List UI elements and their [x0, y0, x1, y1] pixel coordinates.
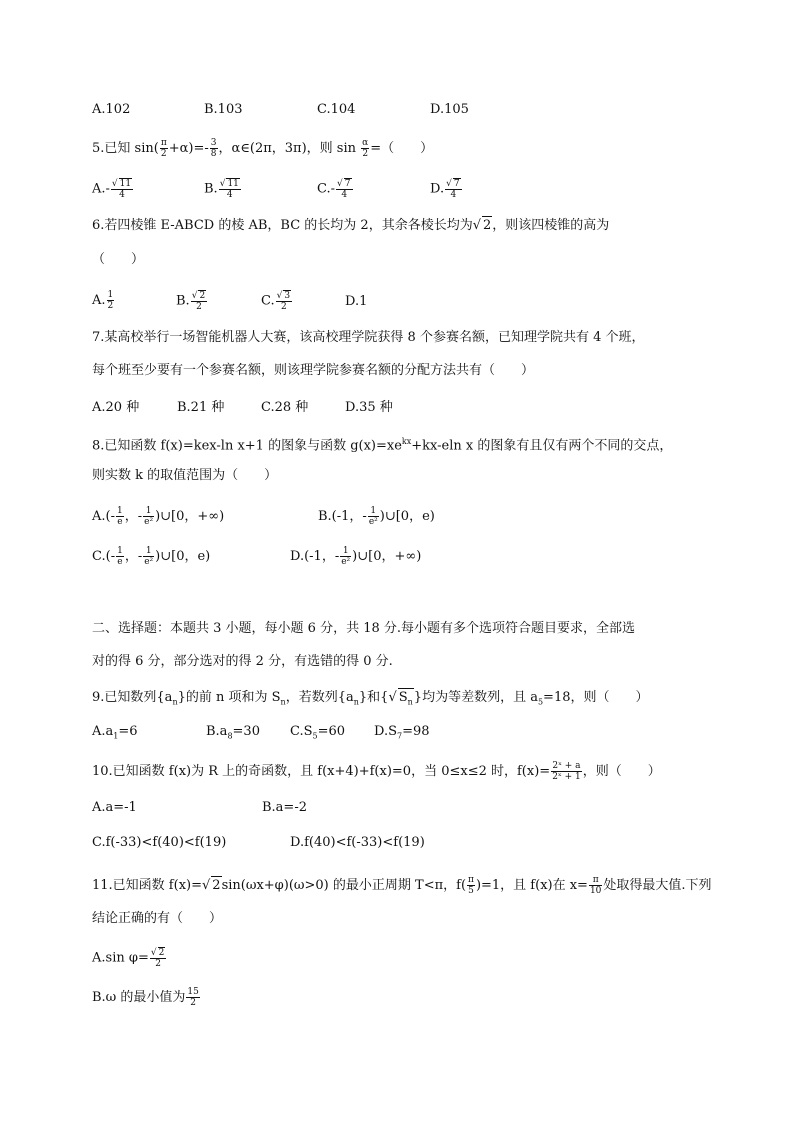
q5-choice-c: C.- $\frac{√ 7}{4}$ [317, 179, 351, 200]
q11-stem-line1: 11.已知函数 f(x)=√ 2sin(ωx+φ)(ω>0) 的最小正周期 T<π，f( $\frac{\pi}{5}$ )=1，且 f(x)在 x= $\frac{\pi}{10}$ 处取得最大值.下列 [92, 875, 712, 896]
q8-choice-b: B.(-1，- $\frac{1}{\text{e²}}$ )∪[0，e) [318, 506, 435, 527]
q6-choice-d: D.1 [345, 294, 368, 309]
q11-choice-b: B.ω 的最小值为 $\frac{15}{2}$ [92, 987, 199, 1008]
q11-stem-line2: 结论正确的有（ ） [92, 911, 223, 926]
q4-choice-c: C.104 [317, 102, 356, 117]
q9-choice-b: $B.a_8=30$ [206, 724, 260, 741]
q6-stem-line2: （ ） [92, 252, 145, 267]
q7-choice-c: C.28 种 [261, 400, 309, 415]
q7-stem-line2: 每个班至少要有一个参赛名额，则该理学院参赛名额的分配方法共有（ ） [92, 363, 535, 378]
pi-over-2-fraction: $\frac{\pi}{2}$ [160, 138, 167, 159]
q5-choice-d: D. $\frac{√ 7}{4}$ [430, 179, 460, 200]
q7-choice-d: D.35 种 [345, 400, 393, 415]
q8-choice-c: C.(- $\frac{1}{e}$ ，- $\frac{1}{\text{e²}}$ )∪[0，e) [92, 546, 211, 567]
q7-choice-b: B.21 种 [177, 400, 225, 415]
alpha-half-fraction: $\frac{\alpha}{2}$ [362, 138, 369, 159]
q8-stem-line2: 则实数 k 的取值范围为（ ） [92, 468, 278, 483]
q7-choice-a: A.20 种 [92, 400, 140, 415]
q10-stem: 10.已知函数 f(x)为 R 上的奇函数，且 f(x+4)+f(x)=0，当 0≤x≤2 时，f(x)= $\frac{\text{2ˣ + a}}{\text{2ˣ + 1}}$ ，则（ ） [92, 761, 661, 782]
q4-choice-d: D.105 [430, 102, 469, 117]
q7-stem-line1: 7.某高校举行一场智能机器人大赛，该高校理学院获得 8 个参赛名额，已知理学院共有 4 个班， [92, 330, 645, 345]
three-eighths-fraction: $\frac{3}{8}$ [210, 138, 217, 159]
q10-choice-a: A.a=-1 [92, 800, 137, 815]
q9-stem: 9.已知数列$\{a_n\}$的前 n 项和为 $S_n$，若数列$\{a_n\}$和{√ $S_n$}均为等差数列，且 $a_5=18$，则（ ） [92, 688, 648, 712]
q8-choice-d: D.(-1，- $\frac{1}{\text{e²}}$ )∪[0，+∞) [290, 546, 422, 567]
q9-choice-c: $C.S_5=60$ [290, 724, 346, 741]
q9-choice-d: $D.S_7=98$ [374, 724, 430, 741]
q8-stem-line1: 8.已知函数 f(x)=kex-ln x+1 的图象与函数 $g(x)=xe^{kx}+kx$-eln x 的图象有且仅有两个不同的交点， [92, 437, 673, 454]
q4-choice-b: B.103 [204, 102, 243, 117]
q10-choice-c: C.f(-33)<f(40)<f(19) [92, 835, 227, 850]
section2-heading-line1: 二、选择题：本题共 3 小题，每小题 6 分，共 18 分.每小题有多个选项符合题目要求，全部选 [92, 621, 636, 636]
q8-choice-a: A.(- $\frac{1}{e}$ ，- $\frac{1}{\text{e²}}$ )∪[0，+∞) [92, 506, 225, 527]
q4-choice-a: A.102 [92, 102, 131, 117]
q10-choice-d: D.f(40)<f(-33)<f(19) [290, 835, 425, 850]
q5-choice-a: A.- $\frac{√ 11}{4}$ [92, 179, 132, 200]
q6-choice-b: B. $\frac{√ 2}{2}$ [176, 291, 206, 312]
q6-choice-a: A. $\frac{1}{2}$ [92, 290, 114, 311]
q11-choice-a: A.sin φ= $\frac{√ 2}{2}$ [92, 948, 165, 969]
q6-choice-c: C. $\frac{√ 3}{2}$ [261, 291, 291, 312]
q6-stem-line1: 6.若四棱锥 E-ABCD 的棱 AB，BC 的长均为 2，其余各棱长均为√ 2，则该四棱锥的高为 [92, 218, 610, 233]
q5-choice-b: B. $\frac{√ 11}{4}$ [204, 179, 239, 200]
q9-choice-a: $A.a_1=6$ [92, 724, 138, 741]
q5-stem: 5.已知 sin( $\frac{\pi}{2}$ +α)=- $\frac{3}{8}$ ，α∈(2π，3π)，则 sin $\frac{\alpha}{2}$ =（ ） [92, 138, 434, 159]
q10-fraction: $\frac{\text{2ˣ + a}}{\text{2ˣ + 1}}$ [552, 761, 581, 782]
q10-choice-b: B.a=-2 [262, 800, 307, 815]
section2-heading-line2: 对的得 6 分，部分选对的得 2 分，有选错的得 0 分. [92, 654, 393, 669]
